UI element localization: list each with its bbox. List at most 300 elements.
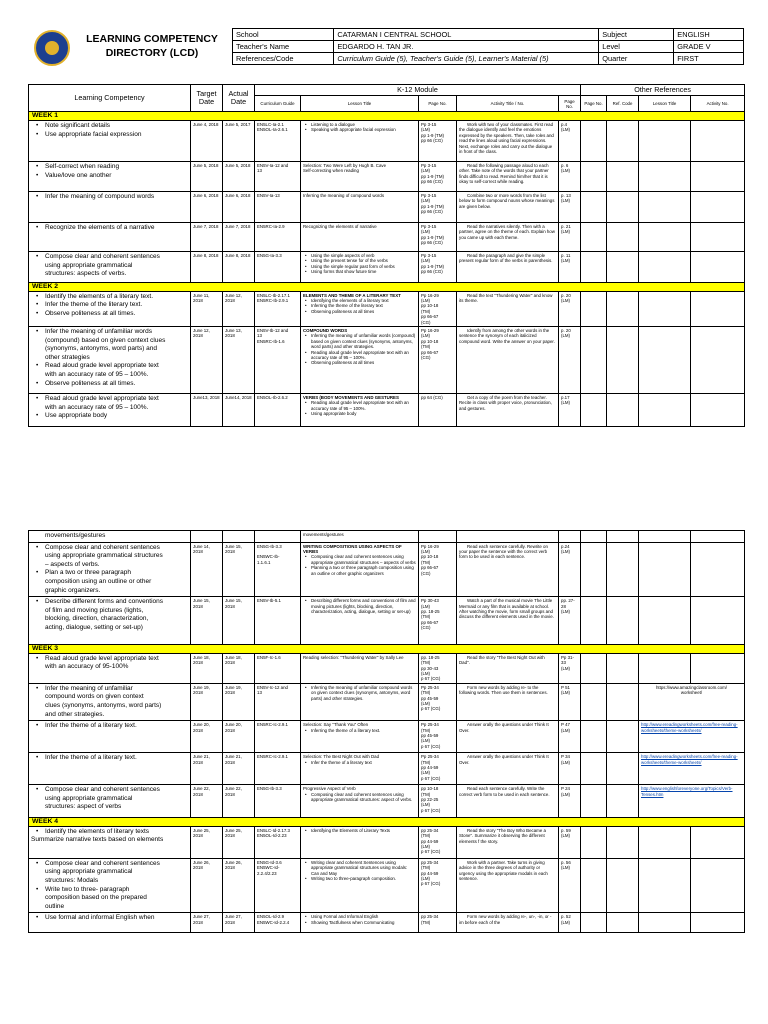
activity-cell bbox=[457, 913, 559, 933]
competency-line: • Identify the elements of literary texts bbox=[31, 828, 188, 837]
competency-cell bbox=[29, 683, 191, 720]
lesson-bullet: • Inferring the meaning of unfamiliar words (compound) based on given context clues (synonyms, antonyms, word parts) and other strategies. bbox=[303, 333, 416, 349]
activity-text: Work with two of your classmates. First read the dialogue identify and feel the emotions expressed by the speakers. Then, take roles and read the lines aloud using facial expressions. Next, exchange roles and carry out the dialogue in front of the class. bbox=[459, 122, 554, 155]
activity-text: Form new words by adding re-, un-, -in, or -im before each of the bbox=[459, 914, 552, 925]
other-ref-cell bbox=[607, 542, 639, 597]
competency-cell bbox=[29, 721, 191, 753]
other-page-cell bbox=[581, 597, 607, 645]
other-page-cell bbox=[581, 327, 607, 394]
curriculum-guide-cell bbox=[255, 858, 301, 913]
lesson-bullet: • Observing politeness at all times bbox=[303, 360, 416, 365]
actual-date: June 18, 2018 bbox=[225, 654, 242, 666]
quarter-value: FIRST bbox=[674, 53, 744, 65]
activity-page: p. 11 (LM) bbox=[561, 253, 571, 264]
competency-cell bbox=[29, 653, 191, 683]
actual-date-cell bbox=[223, 721, 255, 753]
target-date-cell bbox=[191, 721, 223, 753]
competency-cell bbox=[29, 252, 191, 283]
other-page-cell bbox=[581, 753, 607, 785]
other-activity-cell bbox=[691, 826, 745, 858]
activity-page: p. 21 (LM) bbox=[561, 224, 571, 235]
activity-cell bbox=[457, 252, 559, 283]
curriculum-guide-cell bbox=[255, 542, 301, 597]
page-numbers: Pp 3-15 (LM) pp 1-9 (TM) pp 66 (CG) bbox=[421, 122, 444, 144]
target-date-cell bbox=[191, 683, 223, 720]
other-activity-cell bbox=[691, 913, 745, 933]
other-ref-cell bbox=[607, 785, 639, 818]
page-numbers: pp 25-34 (TM) bbox=[421, 914, 439, 925]
lesson-title-cell bbox=[301, 223, 419, 252]
lesson-title-cell bbox=[301, 597, 419, 645]
actual-date: June 20, 2018 bbox=[225, 722, 242, 733]
other-activity-cell bbox=[691, 597, 745, 645]
lesson-bullet: • Identifying the Elements of Literary Texts bbox=[303, 828, 416, 833]
competency-line: movements/gestures bbox=[45, 532, 106, 539]
col-k12: K-12 Module bbox=[255, 85, 581, 96]
target-date: June 21, 2018 bbox=[193, 754, 210, 765]
table-row bbox=[29, 721, 745, 753]
actual-date: June 13, 2018 bbox=[225, 328, 242, 339]
other-ref-cell bbox=[607, 683, 639, 720]
refs-label: References/Code bbox=[233, 53, 334, 65]
reference-link[interactable]: http://www.ereadingworksheets.com/free-reading-worksheets/theme-worksheets/ bbox=[641, 722, 738, 733]
other-lesson-cell bbox=[639, 192, 691, 223]
curriculum-code: EN5OL-Id-2.9 EN5WC-Id-2.2.4 bbox=[257, 914, 290, 925]
table-row bbox=[29, 327, 745, 394]
other-lesson-cell bbox=[639, 858, 691, 913]
other-ref-cell bbox=[607, 753, 639, 785]
curriculum-code: EN5LC-Ib-2.17.1 EN5RC-Ib-2.9.1 bbox=[257, 292, 290, 303]
activity-text: Read the text "Thundering Water" and know its theme. bbox=[459, 292, 553, 303]
competency-cell bbox=[29, 162, 191, 192]
actual-date: June 5, 2018 bbox=[225, 163, 251, 168]
subject-value: ENGLISH bbox=[674, 29, 744, 41]
competency-line: structures: aspect of verbs bbox=[45, 803, 122, 811]
page-numbers: Pp 3-15 (LM) pp 1-9 (TM) pp 66 (CG) bbox=[421, 193, 444, 215]
competency-cell bbox=[29, 753, 191, 785]
lesson-text: Progressive Aspect of Verb bbox=[303, 786, 356, 792]
target-date-cell bbox=[191, 162, 223, 192]
target-date: June 6, 2018 bbox=[193, 193, 219, 198]
lesson-bullet: • Observing politeness at all times bbox=[303, 309, 416, 314]
competency-line: • Use formal and informal English when bbox=[31, 914, 188, 923]
lesson-title-cell bbox=[301, 913, 419, 933]
target-date-cell bbox=[191, 192, 223, 223]
col-lesson: Lesson Title bbox=[301, 96, 419, 112]
lesson-title-cell bbox=[301, 192, 419, 223]
reference-link[interactable]: http://www.englishforeveryone.org/Topics/Verb-Tenses.htm bbox=[641, 786, 733, 797]
other-ref-cell bbox=[607, 291, 639, 326]
curriculum-guide-cell bbox=[255, 683, 301, 720]
table-row bbox=[29, 597, 745, 645]
other-page-cell bbox=[581, 121, 607, 162]
activity-page: p. 13 (LM) bbox=[561, 193, 571, 204]
activity-cell bbox=[457, 531, 559, 543]
other-activity-cell bbox=[691, 394, 745, 427]
other-reference-text: https://www.amazingclassroom.com/ worksheet/ bbox=[655, 684, 727, 696]
competency-cell bbox=[29, 531, 191, 543]
other-reference-cell bbox=[639, 785, 745, 818]
lesson-bullet: • Describing different forms and conventions of film and moving pictures (lights, blocking, direction, characterization, acting, dialogue, setting or set-up) bbox=[303, 598, 416, 614]
competency-line: structures: aspects of verbs. bbox=[45, 270, 127, 278]
competency-line: • Infer the meaning of unfamiliar words bbox=[31, 328, 188, 337]
competency-line: • Read aloud grade level appropriate text bbox=[31, 362, 188, 371]
lesson-text: Selection: Say "Thank You" Often bbox=[303, 722, 369, 728]
activity-text: Read each sentence carefully. Write the correct verb form to be used in each sentence. bbox=[459, 786, 550, 797]
activity-page-cell bbox=[559, 121, 581, 162]
competency-line: with an accuracy of 95-100% bbox=[45, 663, 129, 671]
school-value: CATARMAN I CENTRAL SCHOOL bbox=[334, 29, 599, 41]
activity-page-cell bbox=[559, 327, 581, 394]
target-date-cell bbox=[191, 394, 223, 427]
activity-cell bbox=[457, 192, 559, 223]
competency-line: • Recognize the elements of a narrative bbox=[31, 224, 188, 233]
lesson-text: Selection: Two Were Left by Hugh B. Cave Self-correcting when reading bbox=[303, 163, 387, 174]
activity-cell bbox=[457, 394, 559, 427]
activity-cell bbox=[457, 785, 559, 818]
page-numbers-cell bbox=[419, 753, 457, 785]
page-numbers-cell bbox=[419, 721, 457, 753]
target-date-cell bbox=[191, 858, 223, 913]
activity-page-cell bbox=[559, 162, 581, 192]
other-lesson-cell bbox=[639, 252, 691, 283]
page-gap bbox=[0, 492, 768, 530]
activity-page: P 34 (LM) bbox=[561, 754, 571, 765]
curriculum-guide-cell bbox=[255, 531, 301, 543]
competency-line: with an accuracy rate of 95 – 100%. bbox=[45, 371, 149, 378]
competency-line: using appropriate grammatical bbox=[45, 261, 133, 269]
activity-page: Pp 31- 33 (LM) bbox=[561, 654, 574, 671]
other-activity-cell bbox=[691, 252, 745, 283]
table-row bbox=[29, 223, 745, 252]
competency-line: • Infer the theme of a literary text. bbox=[31, 722, 188, 731]
actual-date: June 6, 2018 bbox=[225, 193, 251, 198]
other-ref-cell bbox=[607, 858, 639, 913]
lesson-heading: ELEMENTS AND THEME OF A LITERARY TEXT bbox=[303, 292, 401, 298]
competency-cell bbox=[29, 192, 191, 223]
week-label: WEEK 3 bbox=[29, 645, 745, 654]
lesson-title-cell bbox=[301, 683, 419, 720]
activity-text: Get a copy of the poem from the teacher. Recite in class with proper voice, pronunciation, and gestures. bbox=[459, 395, 552, 411]
lesson-title-cell bbox=[301, 858, 419, 913]
target-date: June 27, 2018 bbox=[193, 914, 210, 925]
competency-line: • Compose clear and coherent sentences bbox=[31, 860, 188, 869]
actual-date-cell bbox=[223, 913, 255, 933]
activity-text: Form new words by adding re- to the following words. Then use them in sentences. bbox=[459, 684, 548, 696]
page-numbers-cell bbox=[419, 858, 457, 913]
curriculum-code: EN5F-Ic-1.6 bbox=[257, 654, 281, 660]
lesson-bullet: • Using the present tense for of the verbs bbox=[303, 258, 416, 263]
activity-text: Work with a partner. Take turns in giving advice in the three degrees of authority or urgency using the appropriate modals in each sentence. bbox=[459, 859, 548, 881]
competency-line: and other strategies. bbox=[45, 710, 105, 718]
curriculum-code: EN5V-Ib-5.1 bbox=[257, 598, 281, 604]
info-table bbox=[232, 28, 744, 65]
competency-cell bbox=[29, 223, 191, 252]
lesson-text: Reading selection: "Thundering Water" by Sally Lee bbox=[303, 654, 404, 660]
lesson-bullet: • Using forms that show future time bbox=[303, 269, 416, 274]
other-ref-cell bbox=[607, 162, 639, 192]
lcd-table-page1 bbox=[28, 84, 745, 427]
actual-date: June 27, 2018 bbox=[225, 914, 242, 925]
activity-page: p. 20 (LM) bbox=[561, 292, 571, 303]
table-row bbox=[29, 252, 745, 283]
lesson-title-cell bbox=[301, 394, 419, 427]
competency-line: outline bbox=[45, 902, 65, 910]
target-date: June 26, 2018 bbox=[193, 859, 210, 871]
activity-text: Answer orally the questions under Think It Over. bbox=[459, 722, 549, 733]
other-activity-cell bbox=[691, 162, 745, 192]
activity-text: Watch a part of the musical movie The Little Mermaid or any film that is available at school. After watching the movie, form small groups and discuss the different elements used in the movie. bbox=[459, 598, 554, 620]
table-row bbox=[29, 653, 745, 683]
lesson-title-cell bbox=[301, 121, 419, 162]
activity-text: Identify from among the other words in the sentence the synonym of each italicized compound word. Write the answer on your paper. bbox=[459, 328, 555, 344]
lcd-table-page2 bbox=[28, 530, 745, 933]
other-page-cell bbox=[581, 223, 607, 252]
actual-date: June 19, 2018 bbox=[225, 684, 242, 696]
target-date: June 25, 2018 bbox=[193, 827, 210, 839]
other-ref-cell bbox=[607, 653, 639, 683]
target-date: June 20, 2018 bbox=[193, 722, 210, 733]
col-other-activity: Activity No. bbox=[691, 96, 745, 112]
activity-text: Read the narratives silently. Then with a partner, agree on the theme of each. Explain how you came up with each theme. bbox=[459, 224, 555, 240]
activity-page-cell bbox=[559, 753, 581, 785]
competency-line: • Use appropriate body bbox=[31, 412, 188, 421]
actual-date-cell bbox=[223, 531, 255, 543]
curriculum-guide-cell bbox=[255, 597, 301, 645]
actual-date: June 22, 2018 bbox=[225, 786, 242, 797]
col-other-page: Page No. bbox=[581, 96, 607, 112]
table-row bbox=[29, 826, 745, 858]
page-numbers: pp 10-18 (TM) pp 22-25 (LM) p 67 (CG) bbox=[421, 786, 441, 813]
curriculum-guide-cell bbox=[255, 252, 301, 283]
other-ref-cell bbox=[607, 192, 639, 223]
actual-date: June 5, 2017 bbox=[225, 122, 251, 127]
page-numbers: Pp 3-15 (LM) pp 1-9 (TM) pp 66 (CG) bbox=[421, 163, 444, 185]
reference-link[interactable]: http://www.ereadingworksheets.com/free-reading-worksheets/theme-worksheets/ bbox=[641, 754, 738, 765]
actual-date-cell bbox=[223, 683, 255, 720]
actual-date-cell bbox=[223, 394, 255, 427]
other-lesson-cell bbox=[639, 597, 691, 645]
target-date: June 18, 2018 bbox=[193, 654, 210, 666]
curriculum-code: EN5LC-Ia-2.1 EN5OL-Ia-2.6.1 bbox=[257, 122, 288, 133]
competency-line: • Observe politeness at all times. bbox=[31, 380, 188, 389]
other-ref-cell bbox=[607, 721, 639, 753]
activity-page: p. 52 (LM) bbox=[561, 914, 571, 925]
competency-line: composition using an outline or other bbox=[45, 577, 152, 585]
page-numbers-cell bbox=[419, 683, 457, 720]
actual-date-cell bbox=[223, 252, 255, 283]
other-lesson-cell bbox=[639, 913, 691, 933]
activity-page-cell bbox=[559, 597, 581, 645]
lesson-title-cell bbox=[301, 327, 419, 394]
target-date-cell bbox=[191, 121, 223, 162]
actual-date: June 8, 2018 bbox=[225, 253, 251, 258]
competency-line: • Infer the theme of the literary text. bbox=[31, 301, 188, 310]
actual-date-cell bbox=[223, 162, 255, 192]
page-numbers: pp 64 (CG) bbox=[421, 395, 443, 401]
curriculum-guide-cell bbox=[255, 327, 301, 394]
lesson-bullet: • Reading aloud grade level appropriate text with an accuracy rate of 95 – 100%. bbox=[303, 350, 416, 361]
other-page-cell bbox=[581, 192, 607, 223]
activity-page: P 47 (LM) bbox=[561, 722, 571, 733]
table-row bbox=[29, 192, 745, 223]
activity-cell bbox=[457, 223, 559, 252]
page-numbers-cell bbox=[419, 785, 457, 818]
lesson-heading: VERBS (BODY MOVEMENTS AND GESTURES bbox=[303, 395, 399, 401]
competency-line: • Observe politeness at all times. bbox=[31, 310, 188, 319]
other-page-cell bbox=[581, 394, 607, 427]
lesson-title-cell bbox=[301, 531, 419, 543]
other-activity-cell bbox=[691, 327, 745, 394]
lesson-bullet: • Identifying the elements of a literary text bbox=[303, 298, 416, 303]
target-date-cell bbox=[191, 597, 223, 645]
col-other: Other References bbox=[581, 85, 745, 96]
page-numbers-cell bbox=[419, 531, 457, 543]
competency-line: • Compose clear and coherent sentences bbox=[31, 253, 188, 262]
other-ref-cell bbox=[607, 223, 639, 252]
other-activity-cell bbox=[691, 121, 745, 162]
competency-line: clues (synonyms, antonyms, word parts) bbox=[45, 701, 162, 709]
page-numbers: Pp 25-34 (TM) pp 44-59 (LM) p 67 (CG) bbox=[421, 754, 441, 781]
target-date: June 5, 2018 bbox=[193, 163, 219, 168]
lesson-title-cell bbox=[301, 721, 419, 753]
curriculum-code: EN5G-Ib-3.3 bbox=[257, 786, 282, 792]
lesson-text: Selection: The Best Night Out with Dad bbox=[303, 754, 380, 760]
activity-page-cell bbox=[559, 531, 581, 543]
activity-page: p. 20 (LM) bbox=[561, 328, 571, 339]
target-date-cell bbox=[191, 826, 223, 858]
teacher-value: EDGARDO H. TAN JR. bbox=[334, 41, 599, 53]
lesson-title-cell bbox=[301, 162, 419, 192]
table-row bbox=[29, 683, 745, 720]
curriculum-code: EN5RC-Ic-2.9.1 bbox=[257, 722, 288, 728]
activity-text: Read the story "The Best Night Out with Dad". bbox=[459, 654, 545, 666]
other-lesson-cell bbox=[639, 542, 691, 597]
lesson-bullet: • Listening to a dialogue bbox=[303, 122, 416, 127]
activity-page: pp. 27- 28 (LM) bbox=[561, 598, 575, 614]
activity-cell bbox=[457, 826, 559, 858]
level-label: Level bbox=[599, 41, 674, 53]
lesson-bullet: • Inferring the meaning of unfamiliar compound words on given context clues (synonyms, antonyms, word parts) and other strategies. bbox=[303, 685, 416, 701]
activity-page-cell bbox=[559, 653, 581, 683]
competency-cell bbox=[29, 542, 191, 597]
activity-cell bbox=[457, 542, 559, 597]
other-ref-cell bbox=[607, 394, 639, 427]
lesson-bullet: • Composing clear and coherent sentences using appropriate grammatical structures – aspects of verbs bbox=[303, 554, 416, 565]
lcd-header bbox=[28, 28, 744, 70]
target-date-cell bbox=[191, 542, 223, 597]
activity-text: Read the story "The Boy Who Became a Stone". Summarize it observing the different elements f the story. bbox=[459, 827, 546, 844]
actual-date-cell bbox=[223, 597, 255, 645]
quarter-label: Quarter bbox=[599, 53, 674, 65]
other-activity-cell bbox=[691, 542, 745, 597]
lesson-text: Recognizing the elements of narrative bbox=[303, 224, 377, 229]
actual-date-cell bbox=[223, 858, 255, 913]
activity-cell bbox=[457, 597, 559, 645]
activity-page: p.17 (LM) bbox=[561, 395, 571, 406]
target-date: June 15, 2018 bbox=[193, 598, 210, 609]
target-date-cell bbox=[191, 291, 223, 326]
page-numbers-cell bbox=[419, 192, 457, 223]
competency-line: with an accuracy rate of 95 – 100%. bbox=[45, 403, 149, 411]
col-other-lesson: Lesson Title bbox=[639, 96, 691, 112]
activity-cell bbox=[457, 653, 559, 683]
competency-cell bbox=[29, 826, 191, 858]
col-activity: Activity Title / No. bbox=[457, 96, 559, 112]
curriculum-code: EN5V-Ia-12 and 13 bbox=[257, 163, 289, 174]
lesson-bullet: • Infer the theme of a literary text bbox=[303, 760, 416, 765]
competency-line: blocking, direction, characterization, bbox=[45, 615, 149, 623]
other-page-cell bbox=[581, 531, 607, 543]
competency-cell bbox=[29, 394, 191, 427]
activity-cell bbox=[457, 327, 559, 394]
lesson-title-cell bbox=[301, 542, 419, 597]
competency-line: graphic organizers. bbox=[45, 586, 101, 594]
curriculum-code: EN5OL-Ib-2.6.2 bbox=[257, 395, 288, 401]
curriculum-code: EN5G-Ia-3.3 bbox=[257, 253, 282, 258]
activity-text: Answer orally the questions under Think It Over. bbox=[459, 754, 549, 765]
page-numbers-cell bbox=[419, 542, 457, 597]
lesson-title-cell bbox=[301, 785, 419, 818]
activity-page-cell bbox=[559, 394, 581, 427]
lesson-title-cell bbox=[301, 291, 419, 326]
page-numbers: pp 25-34 (TM) pp 44-59 (LM) p 67 (CG) bbox=[421, 859, 441, 887]
other-lesson-cell bbox=[639, 162, 691, 192]
week-row bbox=[29, 818, 745, 827]
activity-page-cell bbox=[559, 913, 581, 933]
curriculum-guide-cell bbox=[255, 121, 301, 162]
teacher-label: Teacher's Name bbox=[233, 41, 334, 53]
lesson-heading: COMPOUND WORDS bbox=[303, 328, 348, 334]
col-target: Target Date bbox=[191, 85, 223, 112]
actual-date-cell bbox=[223, 542, 255, 597]
activity-page: p. 6 (LM) bbox=[561, 163, 571, 174]
actual-date-cell bbox=[223, 826, 255, 858]
competency-cell bbox=[29, 597, 191, 645]
table-row bbox=[29, 162, 745, 192]
competency-line: • Identify the elements of a literary text. bbox=[31, 293, 188, 302]
curriculum-guide-cell bbox=[255, 653, 301, 683]
competency-line: composition based on the prepared bbox=[45, 894, 147, 902]
curriculum-code: EN5RC-Ic-2.9.1 bbox=[257, 754, 288, 760]
competency-cell bbox=[29, 913, 191, 933]
competency-cell bbox=[29, 327, 191, 394]
other-activity-cell bbox=[691, 291, 745, 326]
activity-cell bbox=[457, 721, 559, 753]
other-page-cell bbox=[581, 291, 607, 326]
other-lesson-cell bbox=[639, 327, 691, 394]
competency-line: • Read aloud grade level appropriate text bbox=[31, 395, 188, 404]
other-page-cell bbox=[581, 683, 607, 720]
actual-date: June 15, 2018 bbox=[225, 598, 242, 609]
page-numbers-cell bbox=[419, 653, 457, 683]
actual-date: June 12, 2018 bbox=[225, 292, 242, 303]
other-ref-cell bbox=[607, 531, 639, 543]
competency-line: using appropriate grammatical bbox=[45, 868, 133, 876]
other-lesson-cell bbox=[639, 653, 691, 683]
actual-date: June14, 2018 bbox=[225, 395, 252, 401]
other-activity-cell bbox=[691, 223, 745, 252]
activity-page-cell bbox=[559, 785, 581, 818]
target-date: June 8, 2018 bbox=[193, 253, 219, 258]
other-page-cell bbox=[581, 785, 607, 818]
activity-page-cell bbox=[559, 858, 581, 913]
curriculum-code: EN5LC-Id-2.17.3 EN5OL-Id-2.23 bbox=[257, 827, 290, 839]
activity-page-cell bbox=[559, 291, 581, 326]
other-page-cell bbox=[581, 826, 607, 858]
actual-date-cell bbox=[223, 223, 255, 252]
competency-cell bbox=[29, 785, 191, 818]
